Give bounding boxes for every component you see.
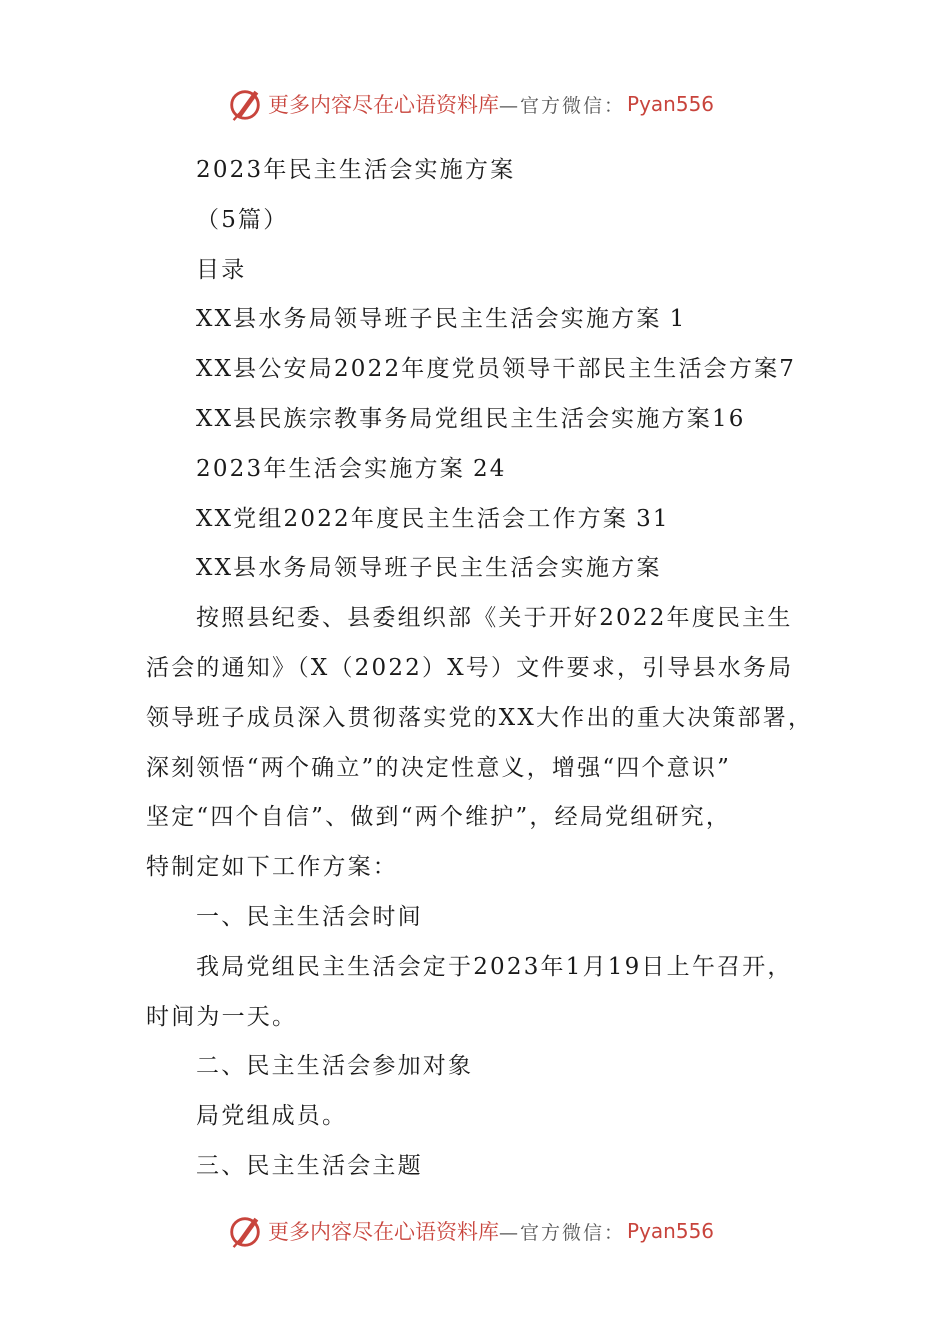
footer-watermark-banner [226,1211,714,1251]
section-heading-1: 一、民主生活会时间 [196,903,423,930]
paragraph-line: 领导班子成员深入贯彻落实党的XX大作出的重大决策部署， [146,704,814,731]
quill-logo-icon [226,1212,264,1250]
paragraph-line: 我局党组民主生活会定于2023年1月19日上午召开， [196,953,793,980]
toc-entry[interactable] [146,345,826,395]
toc-entry-label: XX县水务局领导班子民主生活会实施方案 [196,306,662,333]
toc-entry-page: 24 [472,455,507,482]
toc-heading: 目录 [196,256,247,283]
paragraph-line: 坚定“四个自信”、做到“两个维护”，经局党组研究， [146,804,732,831]
toc-entry[interactable] [146,445,826,495]
paragraph-participants: 局党组成员。 [196,1103,348,1130]
section-heading-3: 三、民主生活会主题 [196,1152,423,1179]
toc-entry[interactable] [146,295,826,345]
intro-paragraph [146,594,826,893]
section-title: XX县水务局领导班子民主生活会实施方案 [196,555,662,582]
toc-entry-page: 31 [636,505,670,532]
banner-wechat-id: Pyan556 [627,92,715,116]
paragraph-line: 深刻领悟“两个确立”的决定性意义，增强“四个意识” [146,754,732,781]
document-title: 2023年民主生活会实施方案 [196,157,516,183]
toc-entry-page: 1 [669,306,687,333]
banner-wechat-label: —官方微信： [499,1221,626,1244]
document-body [146,146,826,1192]
toc-entry-label: XX县民族宗教事务局党组民主生活会实施方案 [196,405,712,432]
banner-site-name: 更多内容尽在心语资料库 [268,1220,499,1244]
banner-wechat-id: Pyan556 [627,1219,715,1243]
banner-site-name: 更多内容尽在心语资料库 [268,93,499,117]
toc-entry-label: 2023年生活会实施方案 [196,455,465,482]
paragraph-line: 特制定如下工作方案： [146,854,398,881]
table-of-contents [146,295,826,544]
header-watermark-banner [226,84,714,124]
document-count: （5篇） [196,206,289,233]
toc-entry[interactable] [146,495,826,545]
toc-entry-page: 7 [779,356,797,383]
quill-logo-icon [226,85,264,123]
toc-entry-label: XX党组2022年度民主生活会工作方案 [196,505,629,532]
toc-entry[interactable] [146,395,826,445]
paragraph-meeting-time [146,943,826,1043]
paragraph-line: 按照县纪委、县委组织部《关于开好2022年度民主生 [196,605,793,632]
paragraph-line: 时间为一天。 [146,1003,298,1030]
paragraph-line: 活会的通知》（X（2022）X号）文件要求，引导县水务局 [146,654,794,681]
toc-entry-label: XX县公安局2022年度党员领导干部民主生活会方案 [196,356,780,383]
toc-entry-page: 16 [711,405,746,432]
section-heading-2: 二、民主生活会参加对象 [196,1053,474,1080]
banner-wechat-label: —官方微信： [499,94,626,117]
